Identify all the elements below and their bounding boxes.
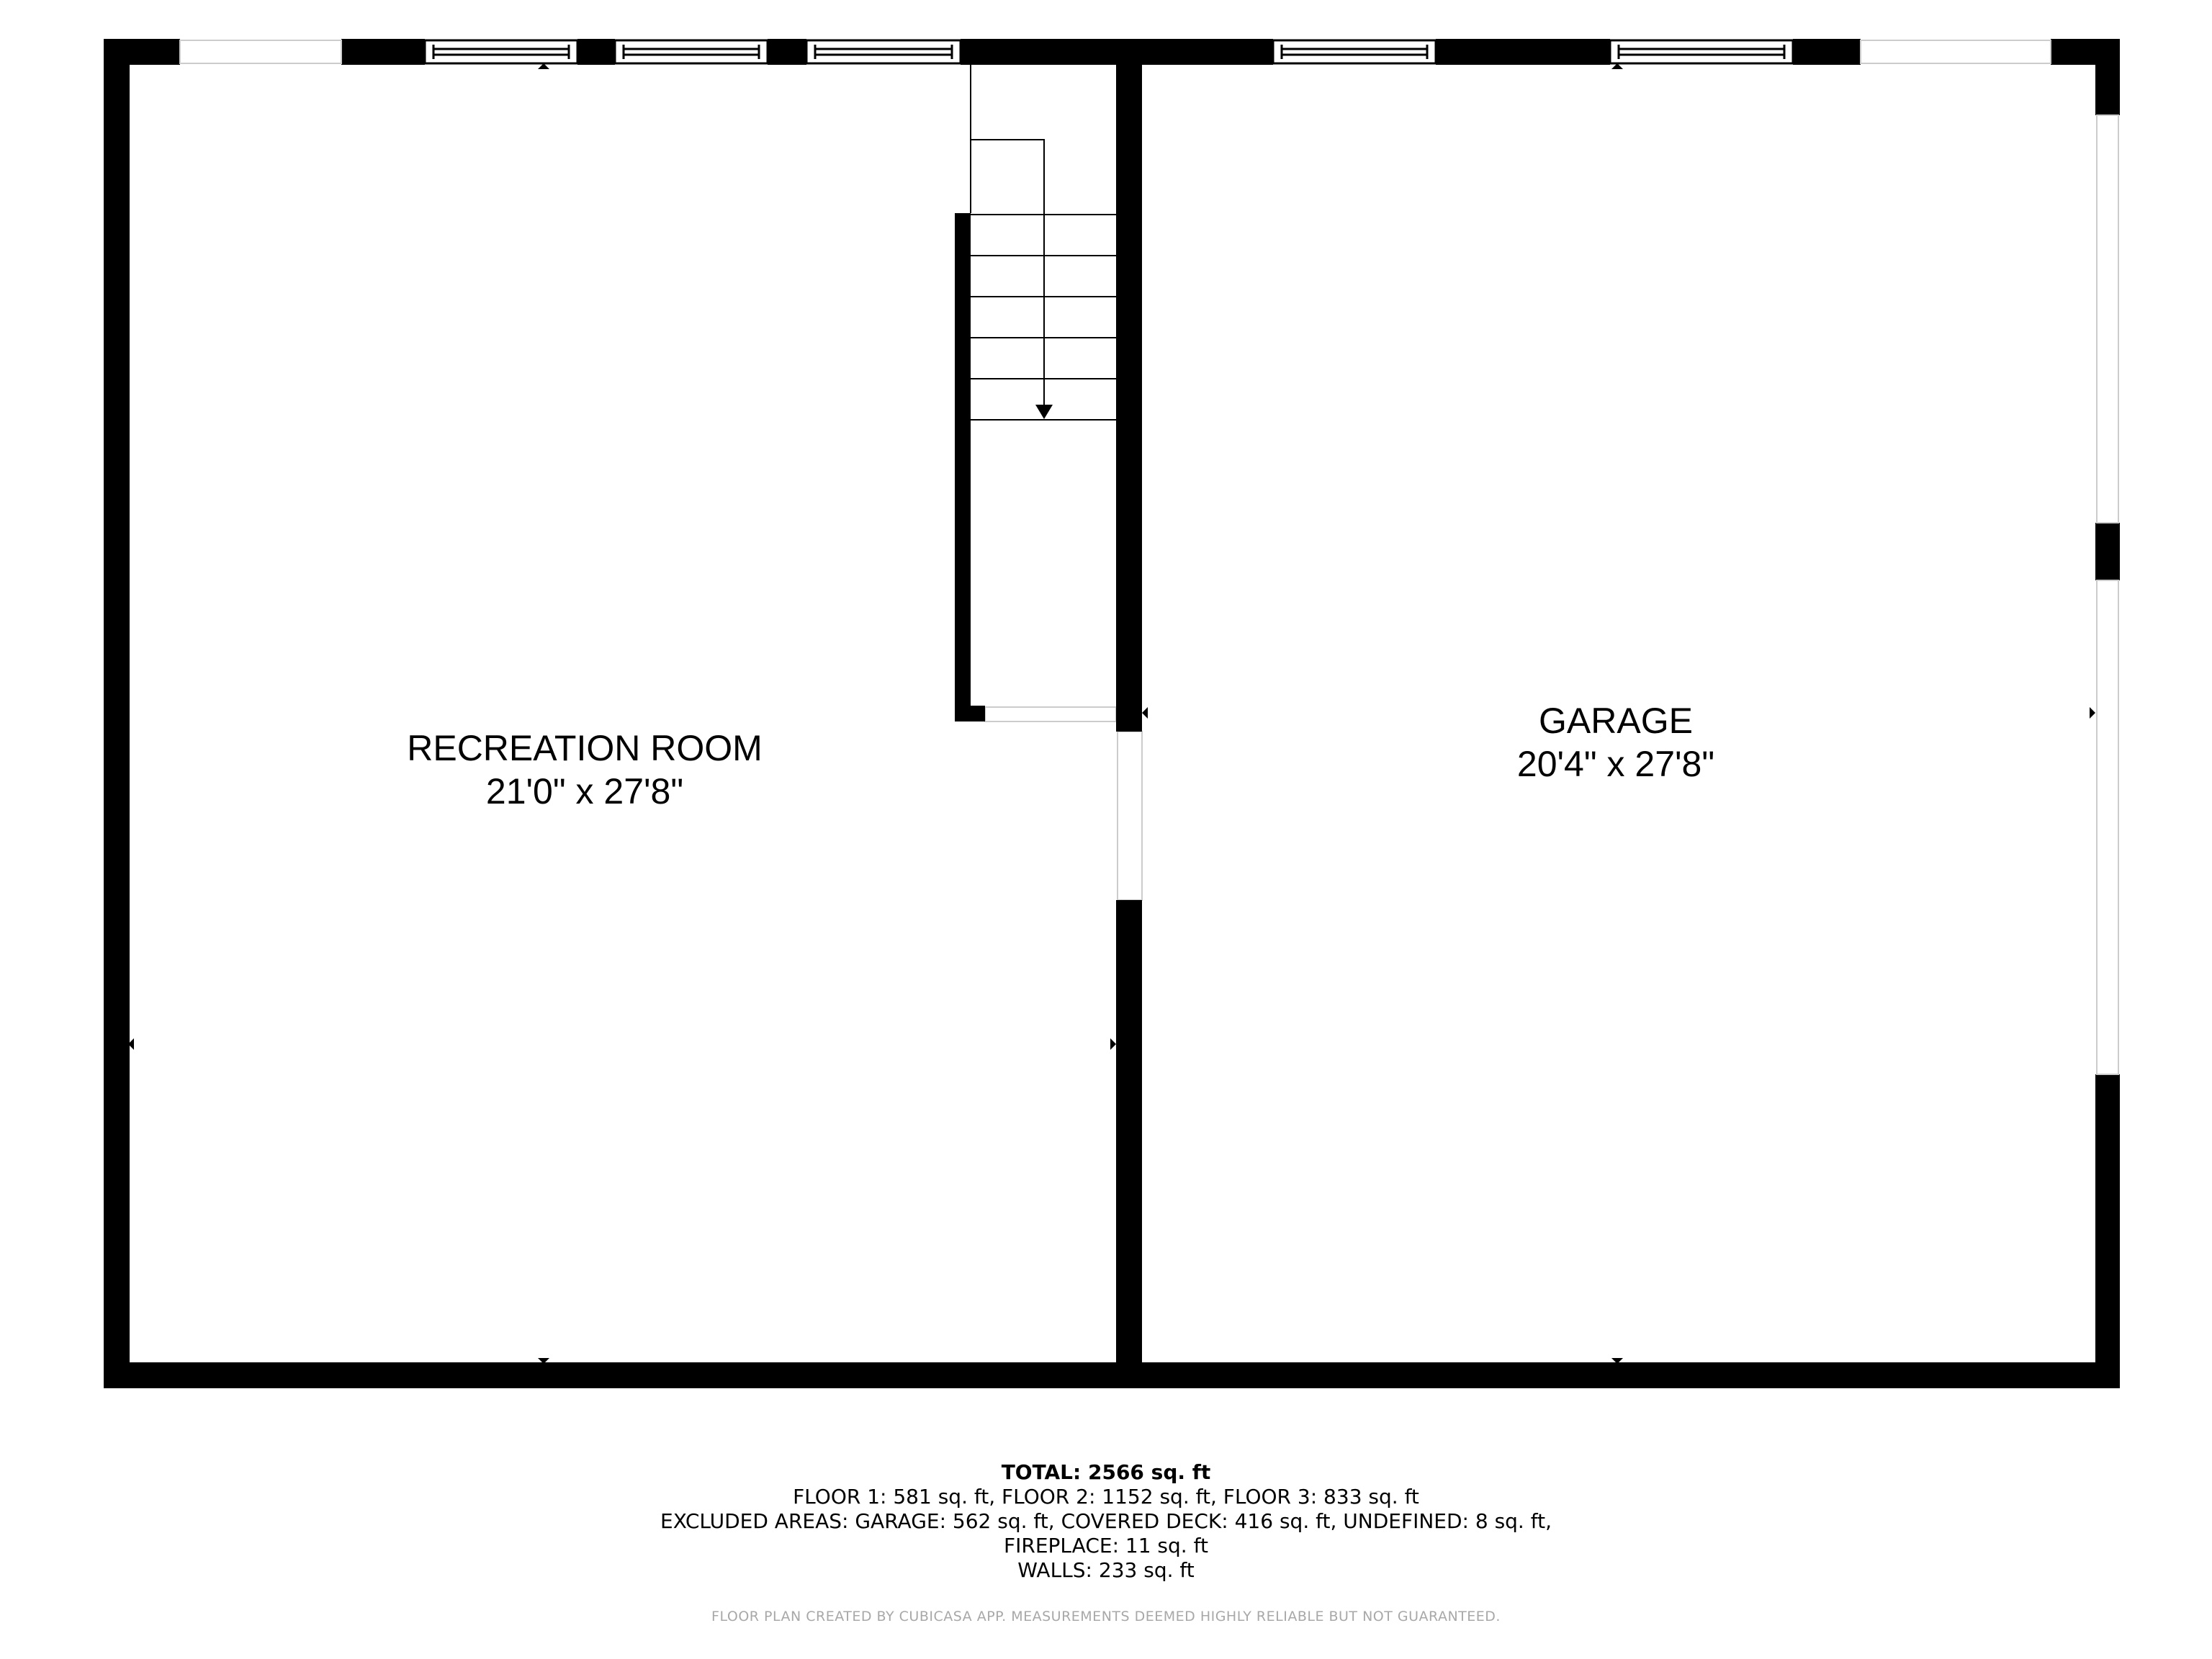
window <box>615 40 768 63</box>
bottom-wall <box>104 1362 2120 1388</box>
recreation-room-dimensions: 21'0" x 27'8" <box>485 771 684 811</box>
right-wall-segment <box>2095 39 2120 115</box>
top-opening-right <box>1861 40 2051 63</box>
top-wall-segment <box>341 39 425 65</box>
window <box>806 40 961 63</box>
right-wall-segment <box>2095 1074 2120 1388</box>
openings <box>180 40 2118 1074</box>
window <box>1610 40 1793 63</box>
top-wall-segment <box>577 39 615 65</box>
top-wall-segment <box>768 39 806 65</box>
top-wall-segment <box>1436 39 1610 65</box>
recreation-room-name: RECREATION ROOM <box>407 728 763 768</box>
left-wall <box>104 39 130 1388</box>
right-opening-upper <box>2097 115 2118 523</box>
staircase <box>971 65 1116 420</box>
area-summary <box>0 1460 2212 1583</box>
fireplace-area: FIREPLACE: 11 sq. ft <box>1004 1534 1208 1557</box>
top-opening-left <box>180 40 341 63</box>
total-area: TOTAL: 2566 sq. ft <box>1001 1460 1211 1484</box>
stair-direction-line <box>971 140 1044 408</box>
garage-name: GARAGE <box>1539 701 1693 741</box>
right-wall-segment <box>2095 523 2120 580</box>
floor-areas: FLOOR 1: 581 sq. ft, FLOOR 2: 1152 sq. ft, FLOOR 3: 833 sq. ft <box>793 1485 1419 1509</box>
stair-direction-arrow <box>1035 405 1053 419</box>
top-wall-segment <box>1793 39 1861 65</box>
window <box>425 40 577 63</box>
window <box>1273 40 1436 63</box>
stair-wall-foot <box>955 706 985 721</box>
center-doorway <box>1118 732 1142 900</box>
marker-arrow <box>1142 707 1148 719</box>
right-opening-lower <box>2097 580 2118 1074</box>
excluded-areas: EXCLUDED AREAS: GARAGE: 562 sq. ft, COVERED DECK: 416 sq. ft, UNDEFINED: 8 sq. ft, <box>660 1509 1552 1533</box>
garage-dimensions: 20'4" x 27'8" <box>1516 744 1715 784</box>
stair-landing-opening <box>985 707 1116 721</box>
disclaimer: FLOOR PLAN CREATED BY CUBICASA APP. MEASUREMENTS DEEMED HIGHLY RELIABLE BUT NOT GUARANTEED. <box>711 1609 1501 1624</box>
marker-arrow <box>1110 1038 1116 1050</box>
center-wall-lower <box>1116 900 1142 1388</box>
center-wall-upper <box>1116 39 1142 732</box>
marker-arrow <box>2090 707 2095 719</box>
walls-area: WALLS: 233 sq. ft <box>1017 1558 1195 1582</box>
top-wall-segment <box>104 39 180 65</box>
stair-wall <box>955 213 971 721</box>
